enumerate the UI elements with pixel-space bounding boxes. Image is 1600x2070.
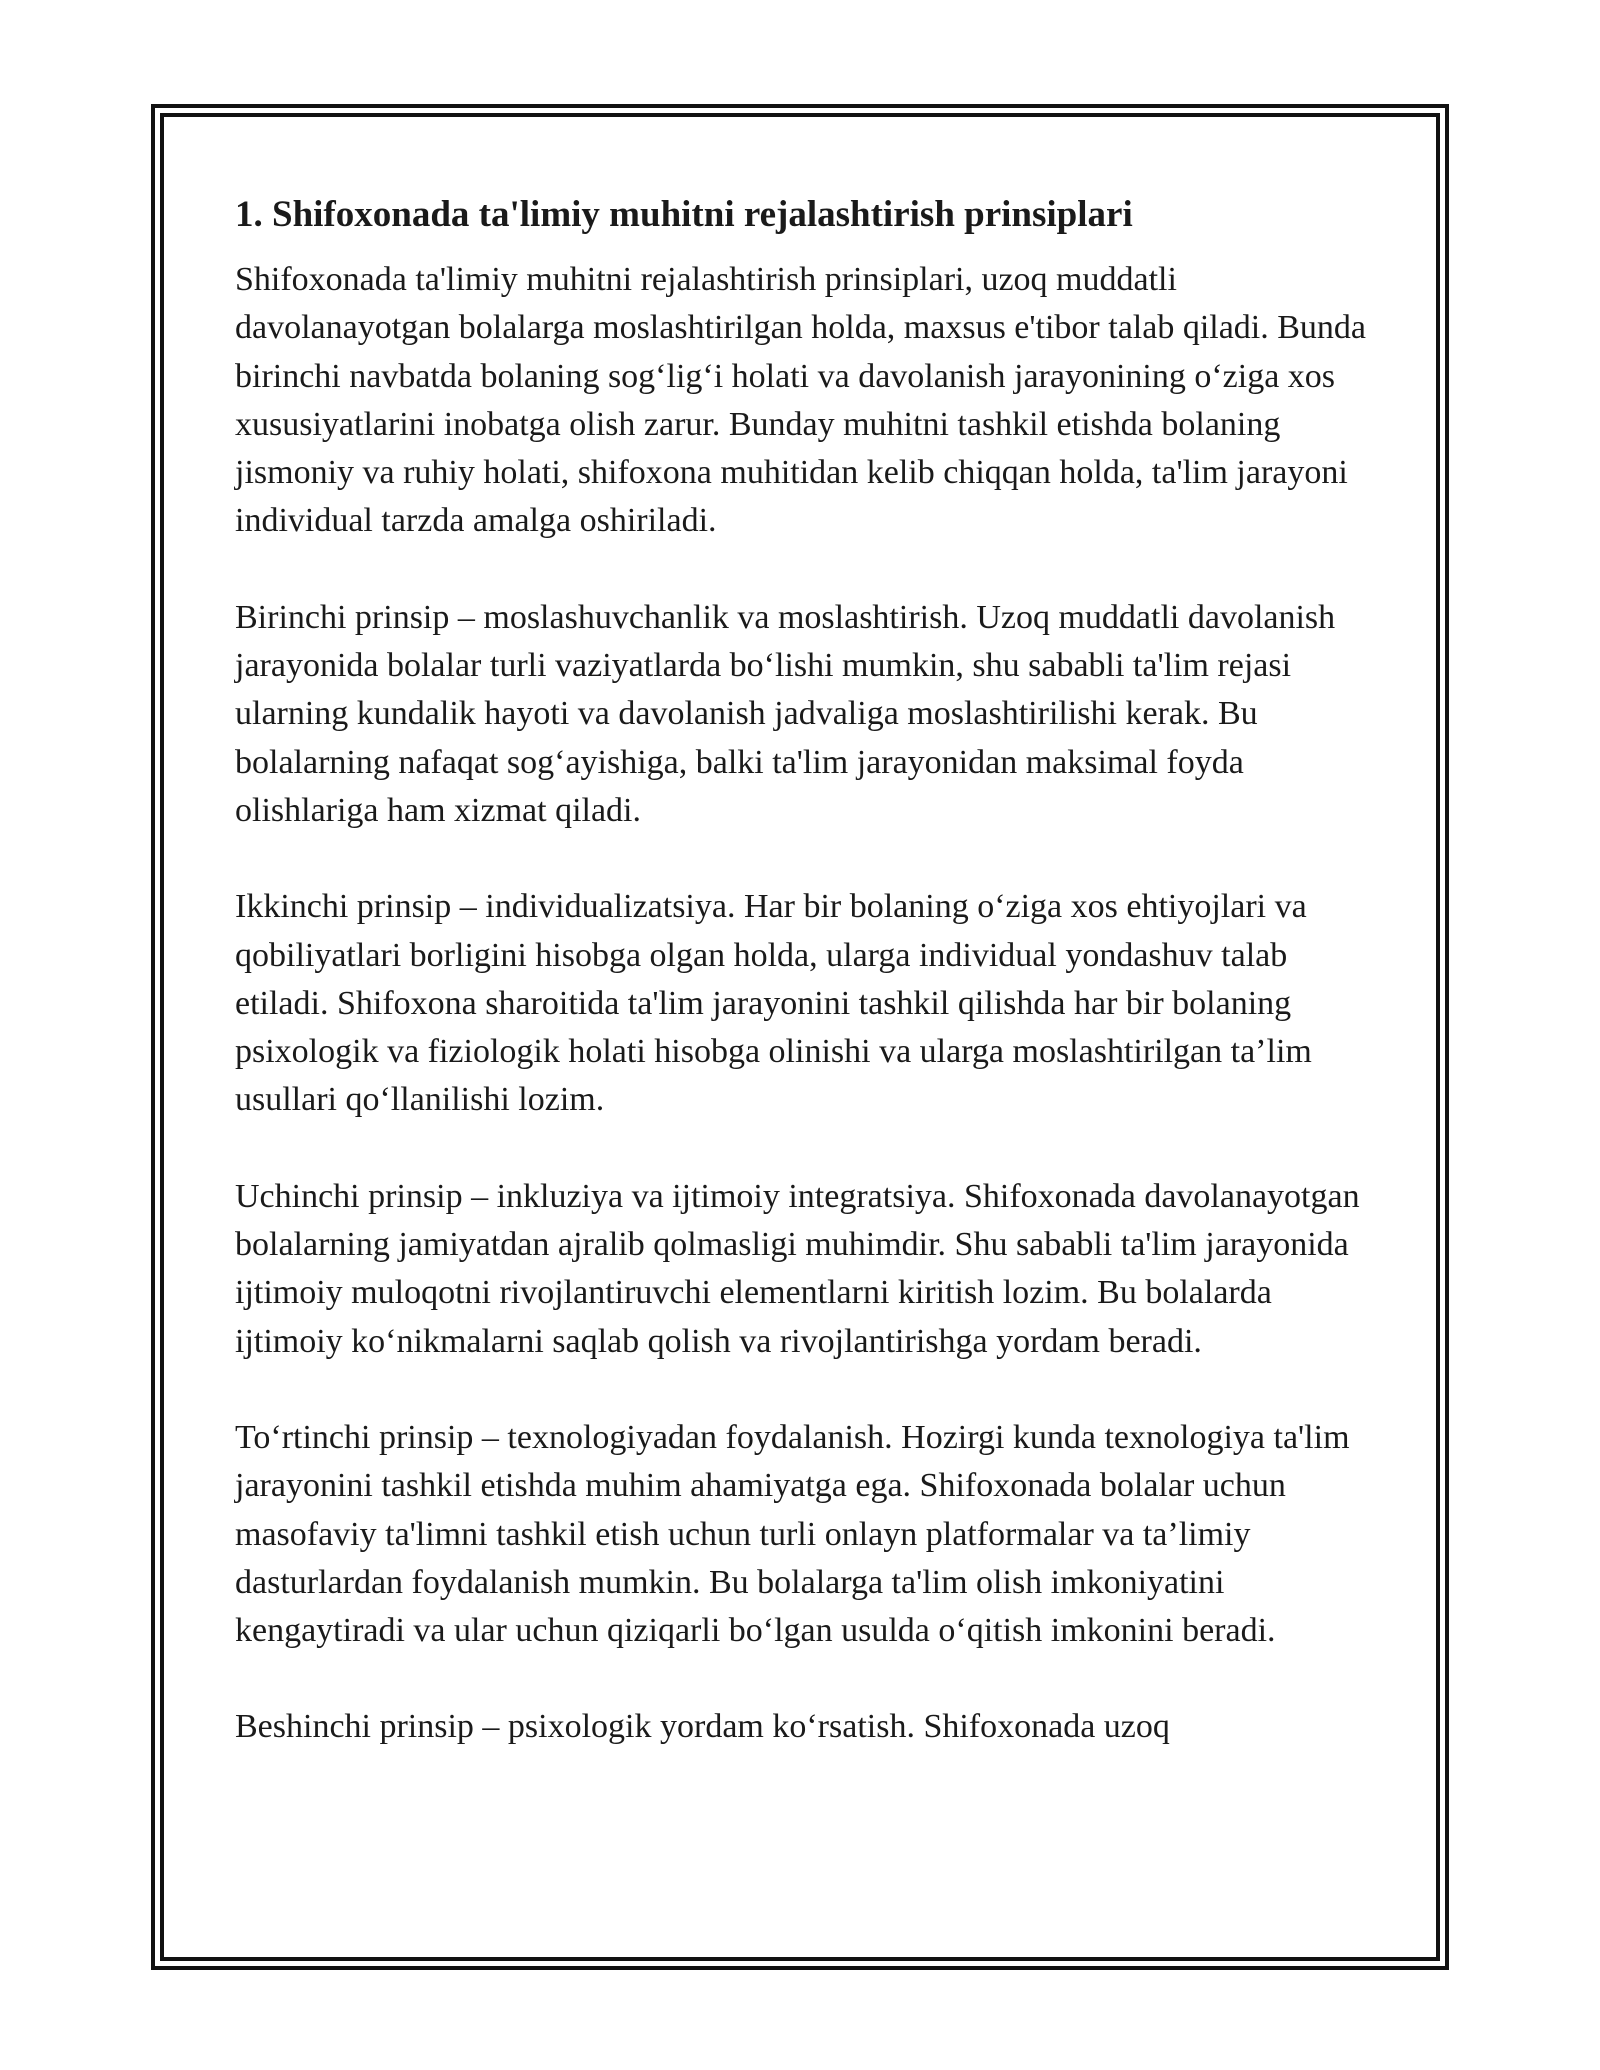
section-heading: 1. Shifoxonada ta'limiy muhitni rejalashtirish prinsiplari <box>235 194 1133 235</box>
document-body <box>235 180 1385 1800</box>
paragraph-principle-1: Birinchi prinsip – moslashuvchanlik va moslashtirish. Uzoq muddatli davolanish jarayonida bolalar turli vaziyatlarda bo‘lishi mumkin, shu sababli ta'lim rejasi ularning kundalik hayoti va davolanish jadvaliga moslashtirilishi kerak. Bu bolalarning nafaqat sog‘ayishiga, balki ta'lim jarayonidan maksimal foyda olishlariga ham xizmat qiladi. <box>235 598 1336 829</box>
paragraph-principle-3: Uchinchi prinsip – inkluziya va ijtimoiy integratsiya. Shifoxonada davolanayotgan bolalarning jamiyatdan ajralib qolmasligi muhimdir. Shu sababli ta'lim jarayonida ijtimoiy muloqotni rivojlantiruvchi elementlarni kiritish lozim. Bu bolalarda ijtimoiy ko‘nikmalarni saqlab qolish va rivojlantirishga yordam beradi. <box>235 1177 1360 1360</box>
paragraph-principle-4: To‘rtinchi prinsip – texnologiyadan foydalanish. Hozirgi kunda texnologiya ta'lim jarayonini tashkil etishda muhim ahamiyatga ega. Shifoxonada bolalar uchun masofaviy ta'limni tashkil etish uchun turli onlayn platformalar va ta’limiy dasturlardan foydalanish mumkin. Bu bolalarga ta'lim olish imkoniyatini kengaytiradi va ular uchun qiziqarli bo‘lgan usulda o‘qitish imkonini beradi. <box>235 1418 1350 1650</box>
paragraph-principle-5: Beshinchi prinsip – psixologik yordam ko‘rsatish. Shifoxonada uzoq <box>235 1708 1170 1746</box>
paragraph-principle-2: Ikkinchi prinsip – individualizatsiya. Har bir bolaning o‘ziga xos ehtiyojlari va qobiliyatlari borligini hisobga olgan holda, ularga individual yondashuv talab etiladi. Shifoxona sharoitida ta'lim jarayonini tashkil qilishda har bir bolaning psixologik va fiziologik holati hisobga olinishi va ularga moslashtirilgan ta’lim usullari qo‘llanilishi lozim. <box>235 888 1312 1119</box>
paragraph-intro: Shifoxonada ta'limiy muhitni rejalashtirish prinsiplari, uzoq muddatli davolanayotgan bolalarga moslashtirilgan holda, maxsus e'tibor talab qiladi. Bunda birinchi navbatda bolaning sog‘lig‘i holati va davolanish jarayonining o‘ziga xos xususiyatlarini inobatga olish zarur. Bunday muhitni tashkil etishda bolaning jismoniy va ruhiy holati, shifoxona muhitidan kelib chiqqan holda, ta'lim jarayoni individual tarzda amalga oshiriladi. <box>235 261 1367 540</box>
